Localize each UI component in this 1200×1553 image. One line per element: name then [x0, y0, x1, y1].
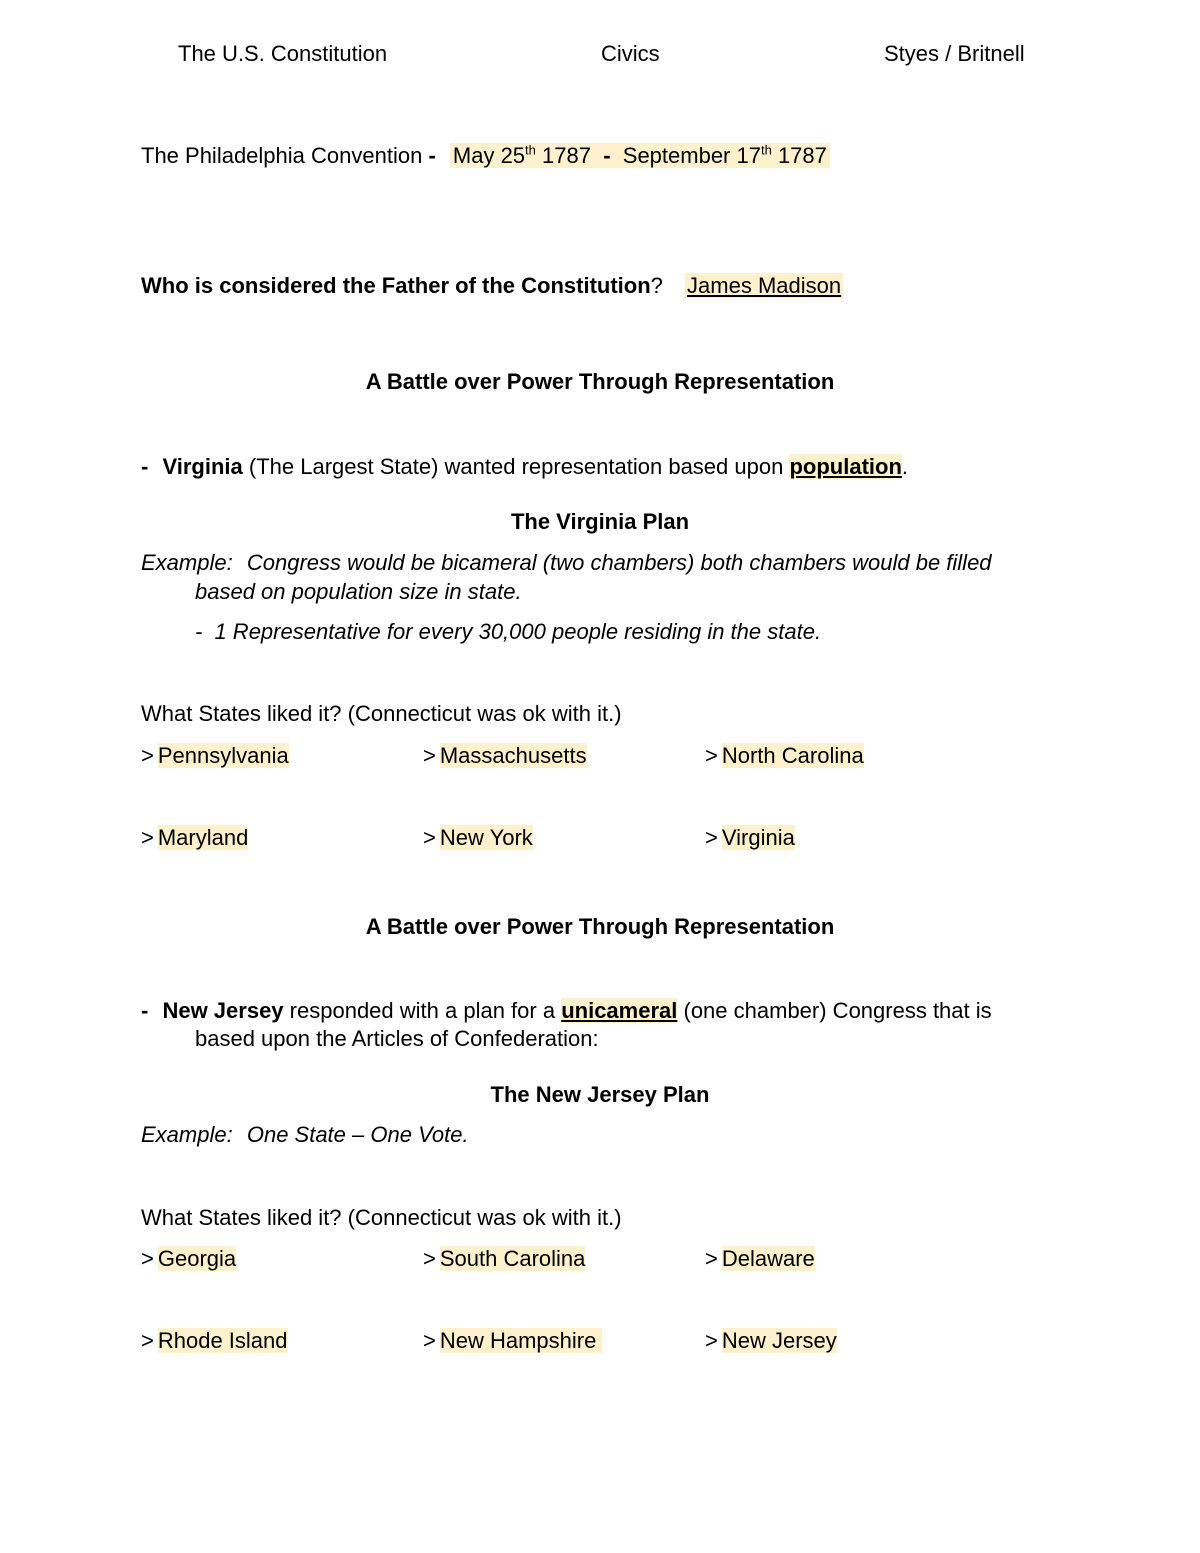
state-item	[141, 1328, 288, 1354]
state-item	[141, 743, 289, 769]
convention-dash: -	[428, 143, 436, 168]
virginia-sub-text: 1 Representative for every 30,000 people residing in the state.	[214, 619, 822, 644]
father-question: Who is considered the Father of the Constitution	[141, 273, 651, 298]
arrow-glyph: >	[141, 1246, 154, 1271]
virginia-sub-bullet: -	[195, 619, 203, 644]
newjersey-plan-title: The New Jersey Plan	[490, 1082, 710, 1107]
newjersey-state: New Jersey	[162, 998, 284, 1023]
arrow-glyph: >	[141, 1328, 154, 1353]
arrow-glyph: >	[141, 825, 154, 850]
start-sup: th	[525, 142, 536, 158]
end-day: September 17	[622, 143, 761, 168]
newjersey-example-label: Example:	[141, 1122, 233, 1147]
arrow-glyph: >	[423, 743, 436, 768]
state-item	[423, 743, 587, 769]
state-name: Maryland	[157, 825, 249, 850]
virginia-example-line1	[141, 550, 992, 576]
state-name: New Hampshire	[440, 1328, 603, 1353]
section1-title: A Battle over Power Through Representation	[365, 369, 835, 394]
newjersey-keyword: unicameral	[561, 998, 678, 1023]
end-year: 1787	[777, 143, 827, 168]
father-question-line	[141, 273, 843, 299]
newjersey-bullet: -	[141, 998, 149, 1023]
virginia-example-label: Example:	[141, 550, 233, 575]
state-item	[423, 1246, 585, 1272]
newjersey-text2: (one chamber) Congress that is	[683, 998, 992, 1023]
state-item	[141, 1246, 236, 1272]
virginia-bullet: -	[141, 454, 149, 479]
state-item	[423, 1328, 602, 1354]
father-qmark: ?	[650, 273, 663, 298]
virginia-end: .	[901, 454, 909, 479]
section2-title: A Battle over Power Through Representation	[365, 914, 835, 939]
arrow-glyph: >	[141, 743, 154, 768]
virginia-bullet-line	[141, 454, 908, 480]
virginia-keyword: population	[789, 454, 902, 479]
header-course-title: The U.S. Constitution	[178, 41, 388, 66]
header-teachers: Styes / Britnell	[884, 41, 1025, 66]
state-name: North Carolina	[721, 743, 864, 768]
convention-label: The Philadelphia Convention	[141, 143, 423, 168]
newjersey-bullet-line	[141, 998, 992, 1024]
virginia-example-text2: based on population size in state.	[195, 579, 522, 604]
virginia-sub-line	[195, 619, 821, 645]
state-name: Virginia	[721, 825, 795, 850]
virginia-example-text1: Congress would be bicameral (two chambers) both chambers would be filled	[246, 550, 992, 575]
state-item	[705, 1328, 837, 1354]
arrow-glyph: >	[705, 743, 718, 768]
state-name: Georgia	[157, 1246, 237, 1271]
convention-dates	[450, 143, 830, 168]
state-item	[423, 825, 533, 851]
virginia-state: Virginia	[162, 454, 243, 479]
virginia-plan-title: The Virginia Plan	[510, 509, 690, 534]
arrow-glyph: >	[705, 825, 718, 850]
newjersey-text1: responded with a plan for a	[289, 998, 556, 1023]
arrow-glyph: >	[423, 1246, 436, 1271]
newjersey-states-question: What States liked it? (Connecticut was ok with it.)	[141, 1205, 622, 1230]
virginia-states-question: What States liked it? (Connecticut was ok with it.)	[141, 701, 622, 726]
state-item	[705, 825, 795, 851]
header-subject: Civics	[601, 41, 660, 66]
state-name: New York	[439, 825, 533, 850]
date-separator: -	[603, 143, 611, 168]
newjersey-text3: based upon the Articles of Confederation:	[195, 1026, 599, 1051]
arrow-glyph: >	[423, 1328, 436, 1353]
end-sup: th	[760, 142, 772, 158]
arrow-glyph: >	[705, 1328, 718, 1353]
state-name: South Carolina	[439, 1246, 586, 1271]
virginia-text: (The Largest State) wanted representation based upon	[248, 454, 784, 479]
father-answer: James Madison	[687, 273, 842, 298]
start-day: May 25	[452, 143, 526, 168]
state-name: New Jersey	[721, 1328, 837, 1353]
state-item	[705, 1246, 815, 1272]
newjersey-example-text: One State – One Vote.	[246, 1122, 469, 1147]
state-name: Rhode Island	[157, 1328, 288, 1353]
convention-line	[141, 143, 830, 169]
state-item	[141, 825, 248, 851]
start-year: 1787	[542, 143, 591, 168]
arrow-glyph: >	[423, 825, 436, 850]
newjersey-example-line	[141, 1122, 469, 1148]
state-name: Delaware	[721, 1246, 815, 1271]
state-item	[705, 743, 864, 769]
arrow-glyph: >	[705, 1246, 718, 1271]
state-name: Massachusetts	[439, 743, 587, 768]
state-name: Pennsylvania	[157, 743, 289, 768]
